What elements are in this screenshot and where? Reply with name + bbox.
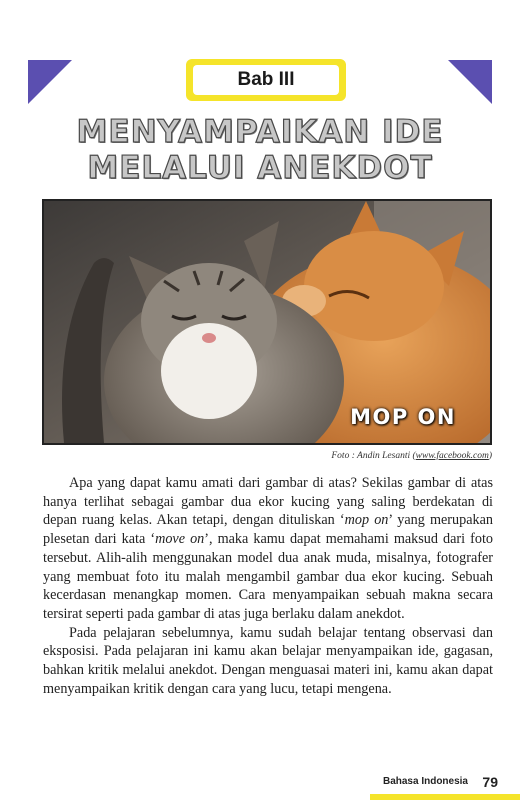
- paragraph-2: Pada pelajaran sebelumnya, kamu sudah belajar tentang observasi dan eksposisi. Pada pelajaran ini kamu akan belajar menyampaikan ide, gagasan, bahkan kritik melalui anekdot. Dengan menguasai materi ini, kamu akan dapat menyampaikan kritik dengan cara yang lucu, tetapi mengena.: [43, 624, 493, 697]
- body-text: [43, 474, 493, 698]
- chapter-label: Bab III: [193, 65, 339, 95]
- corner-triangle-left: [28, 60, 72, 104]
- footer-accent-bar: [370, 794, 520, 800]
- photo-credit: Foto : Andin Lesanti (www.facebook.com): [331, 451, 492, 461]
- credit-link[interactable]: www.facebook.com: [415, 451, 489, 461]
- photo-overlay-text: MOP ON: [350, 405, 456, 429]
- cats-photo: [42, 199, 492, 445]
- corner-triangle-right: [448, 60, 492, 104]
- page-title-line-2: MELALUI ANEKDOT: [87, 150, 433, 186]
- page-title-line-1: MENYAMPAIKAN IDE: [76, 114, 444, 150]
- footer-book-title: Bahasa Indonesia: [382, 776, 468, 787]
- chapter-badge: [186, 59, 346, 101]
- page-number: 79: [482, 774, 498, 790]
- paragraph-1: Apa yang dapat kamu amati dari gambar di atas? Sekilas gambar di atas hanya terlihat sebagai gambar dua ekor kucing yang saling berdekatan di depan ruang kelas. Akan tetapi, dengan dituliskan ‘mop on’ yang merupakan plesetan dari kata ‘move on’, maka kamu dapat memahami maksud dari foto tersebut. Alih-alih menggunakan model dua anak muda, misalnya, fotografer yang membuat foto itu malah mengambil gambar dua ekor kucing. Sebuah kecerdasan menangkap momen. Cara menyampaikan sebuah makna secara tersirat seperti pada gambar di atas juga berlaku dalam anekdot.: [43, 475, 493, 622]
